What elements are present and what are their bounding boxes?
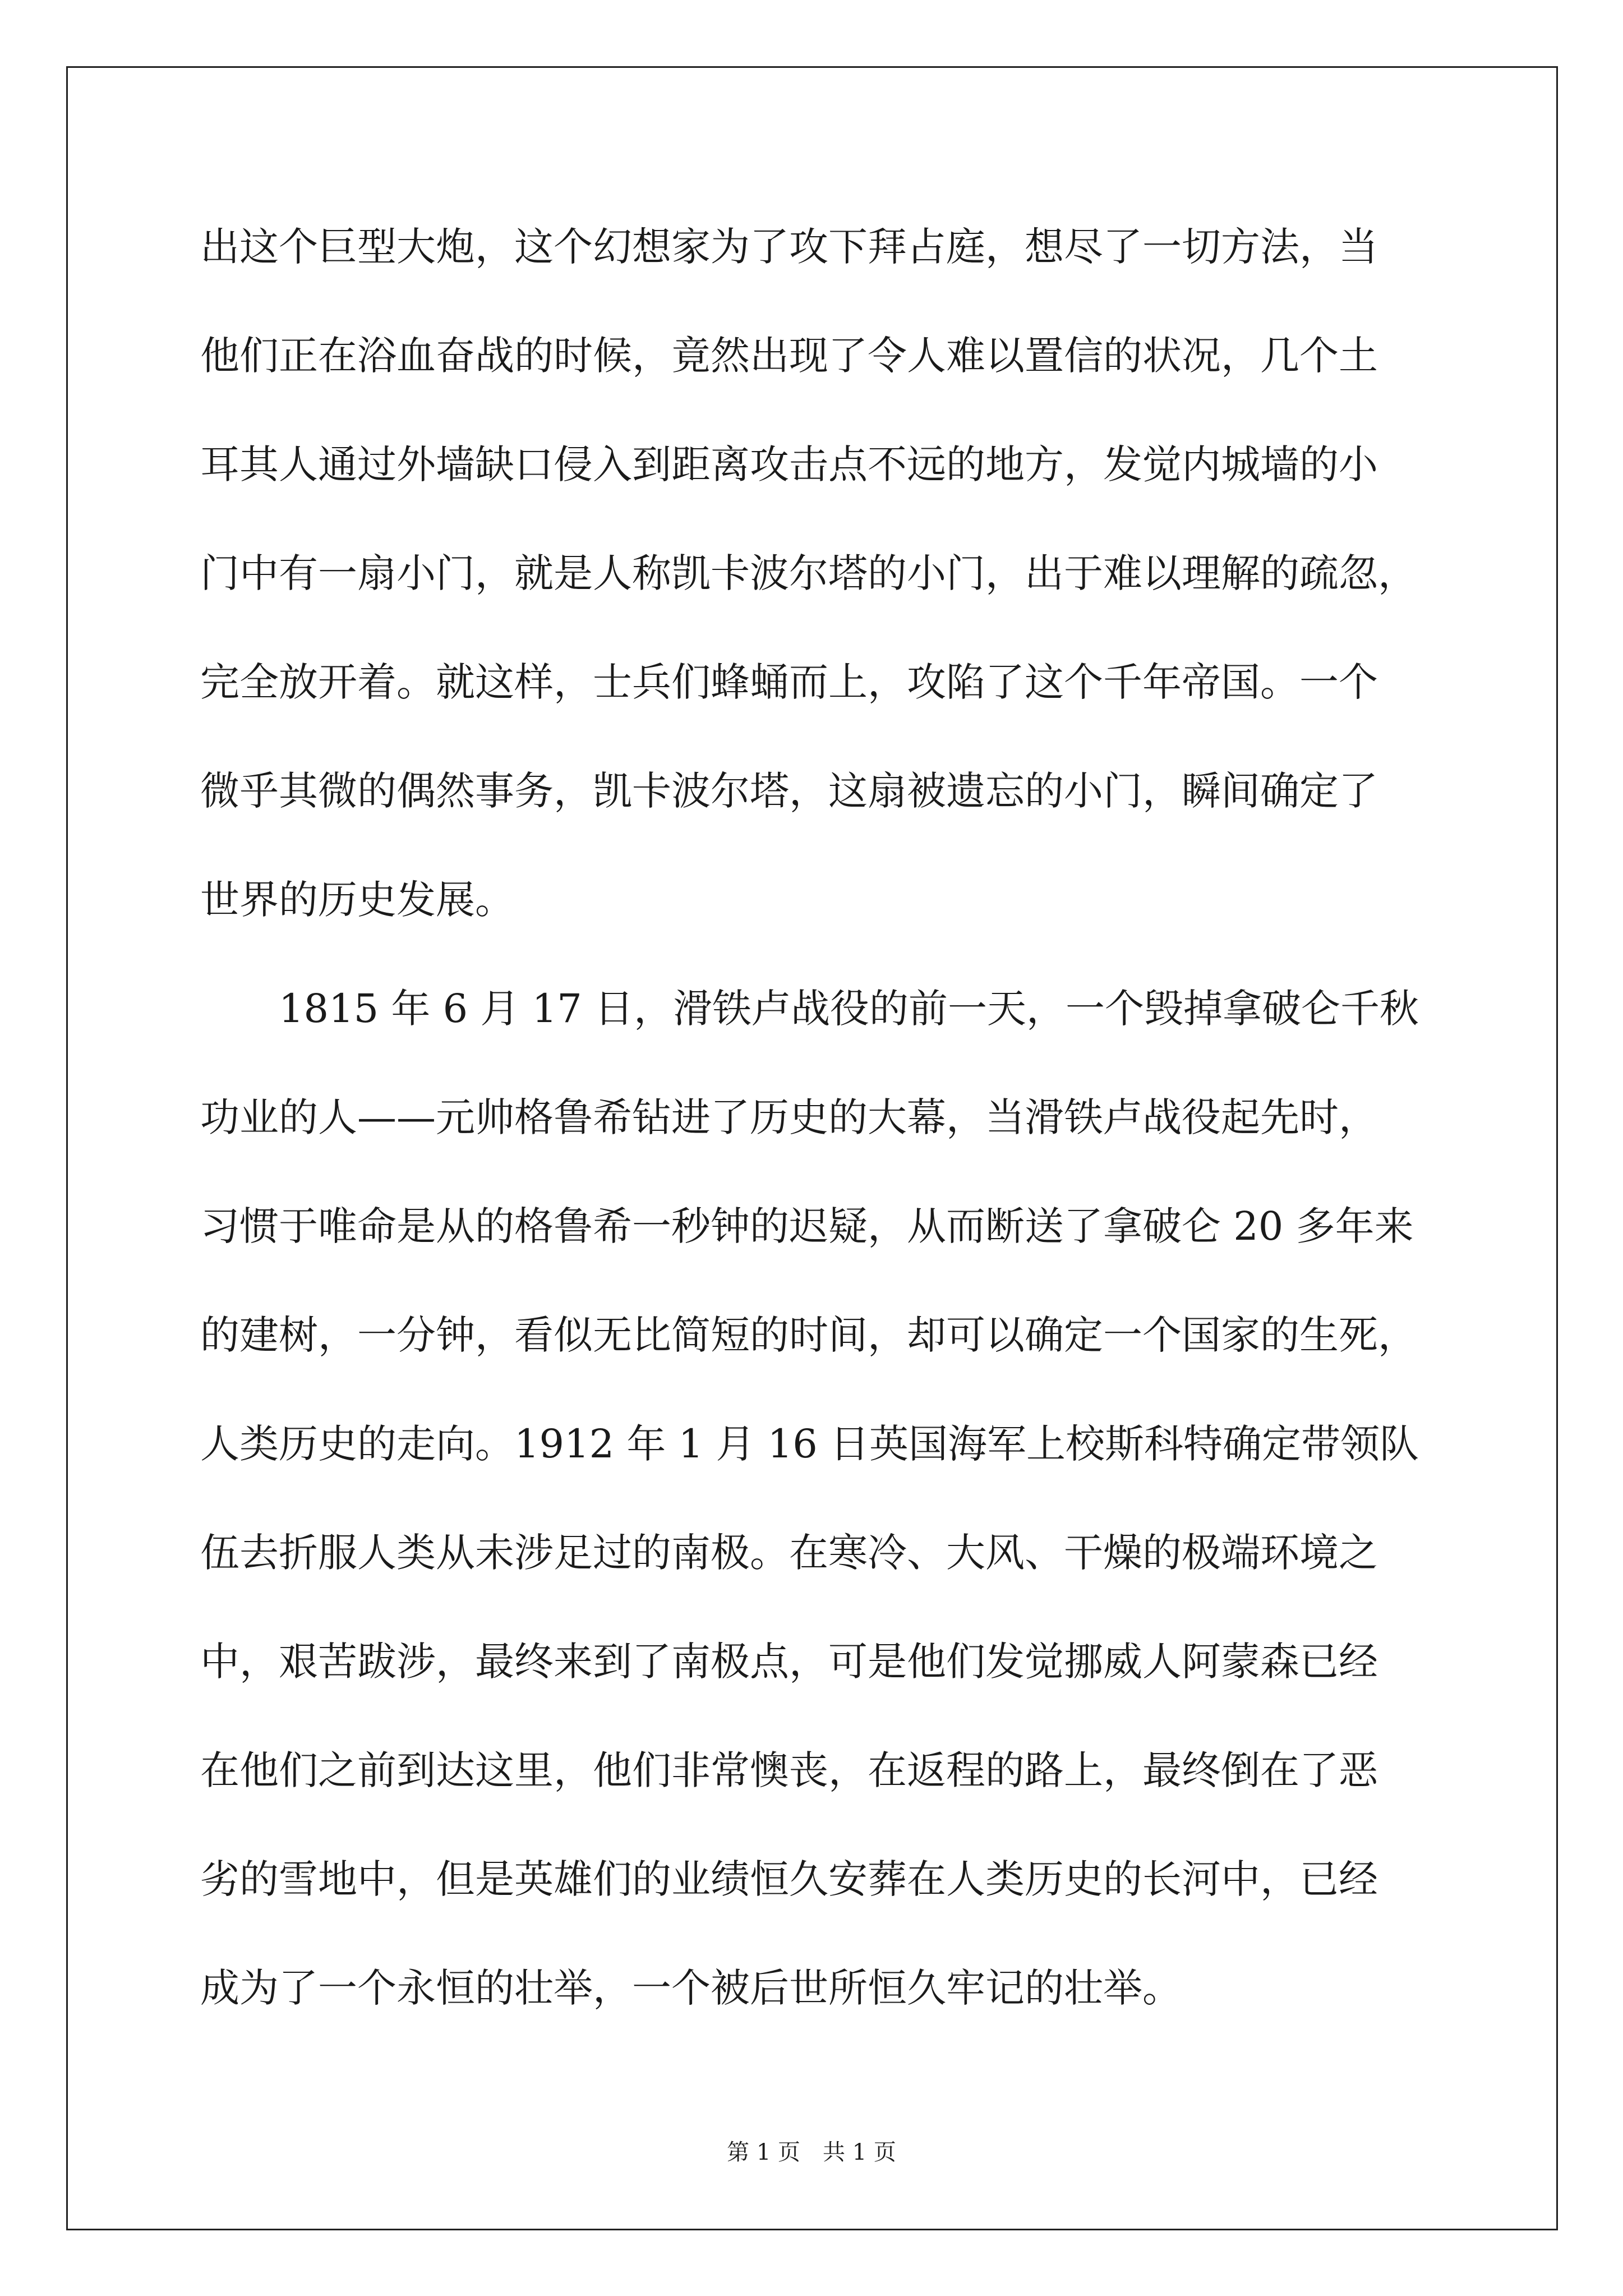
text-line: 出这个巨型大炮，这个幻想家为了攻下拜占庭，想尽了一切方法，当 — [200, 224, 1378, 270]
text-line: 伍去折服人类从未涉足过的南极。在寒冷、大风、干燥的极端环境之 — [200, 1530, 1378, 1576]
text-line: 完全放开着。就这样，士兵们蜂蛹而上，攻陷了这个千年帝国。一个 — [200, 659, 1378, 705]
text-line: 门中有一扇小门，就是人称凯卡波尔塔的小门，出于难以理解的疏忽， — [200, 550, 1417, 596]
text-line: 成为了一个永恒的壮举，一个被后世所恒久牢记的壮举。 — [200, 1965, 1182, 2011]
text-line: 在他们之前到达这里，他们非常懊丧，在返程的路上，最终倒在了恶 — [200, 1747, 1378, 1793]
text-line: 劣的雪地中，但是英雄们的业绩恒久安葬在人类历史的长河中，已经 — [200, 1856, 1378, 1902]
text-line: 世界的历史发展。 — [200, 877, 514, 923]
text-line: 微乎其微的偶然事务，凯卡波尔塔，这扇被遗忘的小门，瞬间确定了 — [200, 768, 1378, 814]
text-line: 耳其人通过外墙缺口侵入到距离攻击点不远的地方，发觉内城墙的小 — [200, 441, 1378, 487]
text-line: 的建树，一分钟，看似无比简短的时间，却可以确定一个国家的生死， — [200, 1312, 1417, 1358]
text-line: 习惯于唯命是从的格鲁希一秒钟的迟疑，从而断送了拿破仑 20 多年来 — [200, 1203, 1414, 1249]
text-line: 人类历史的走向。1912 年 1 月 16 日英国海军上校斯科特确定带领队 — [200, 1421, 1419, 1467]
text-line: 中，艰苦跋涉，最终来到了南极点，可是他们发觉挪威人阿蒙森已经 — [200, 1639, 1378, 1685]
document-body — [200, 219, 1434, 2069]
text-line: 他们正在浴血奋战的时候，竟然出现了令人难以置信的状况，几个土 — [200, 333, 1378, 379]
text-line: 功业的人——元帅格鲁希钻进了历史的大幕，当滑铁卢战役起先时， — [200, 1094, 1378, 1140]
text-line: 1815 年 6 月 17 日，滑铁卢战役的前一天，一个毁掉拿破仑千秋 — [200, 986, 1419, 1032]
page-number-footer: 第 1 页 共 1 页 — [727, 2139, 896, 2165]
